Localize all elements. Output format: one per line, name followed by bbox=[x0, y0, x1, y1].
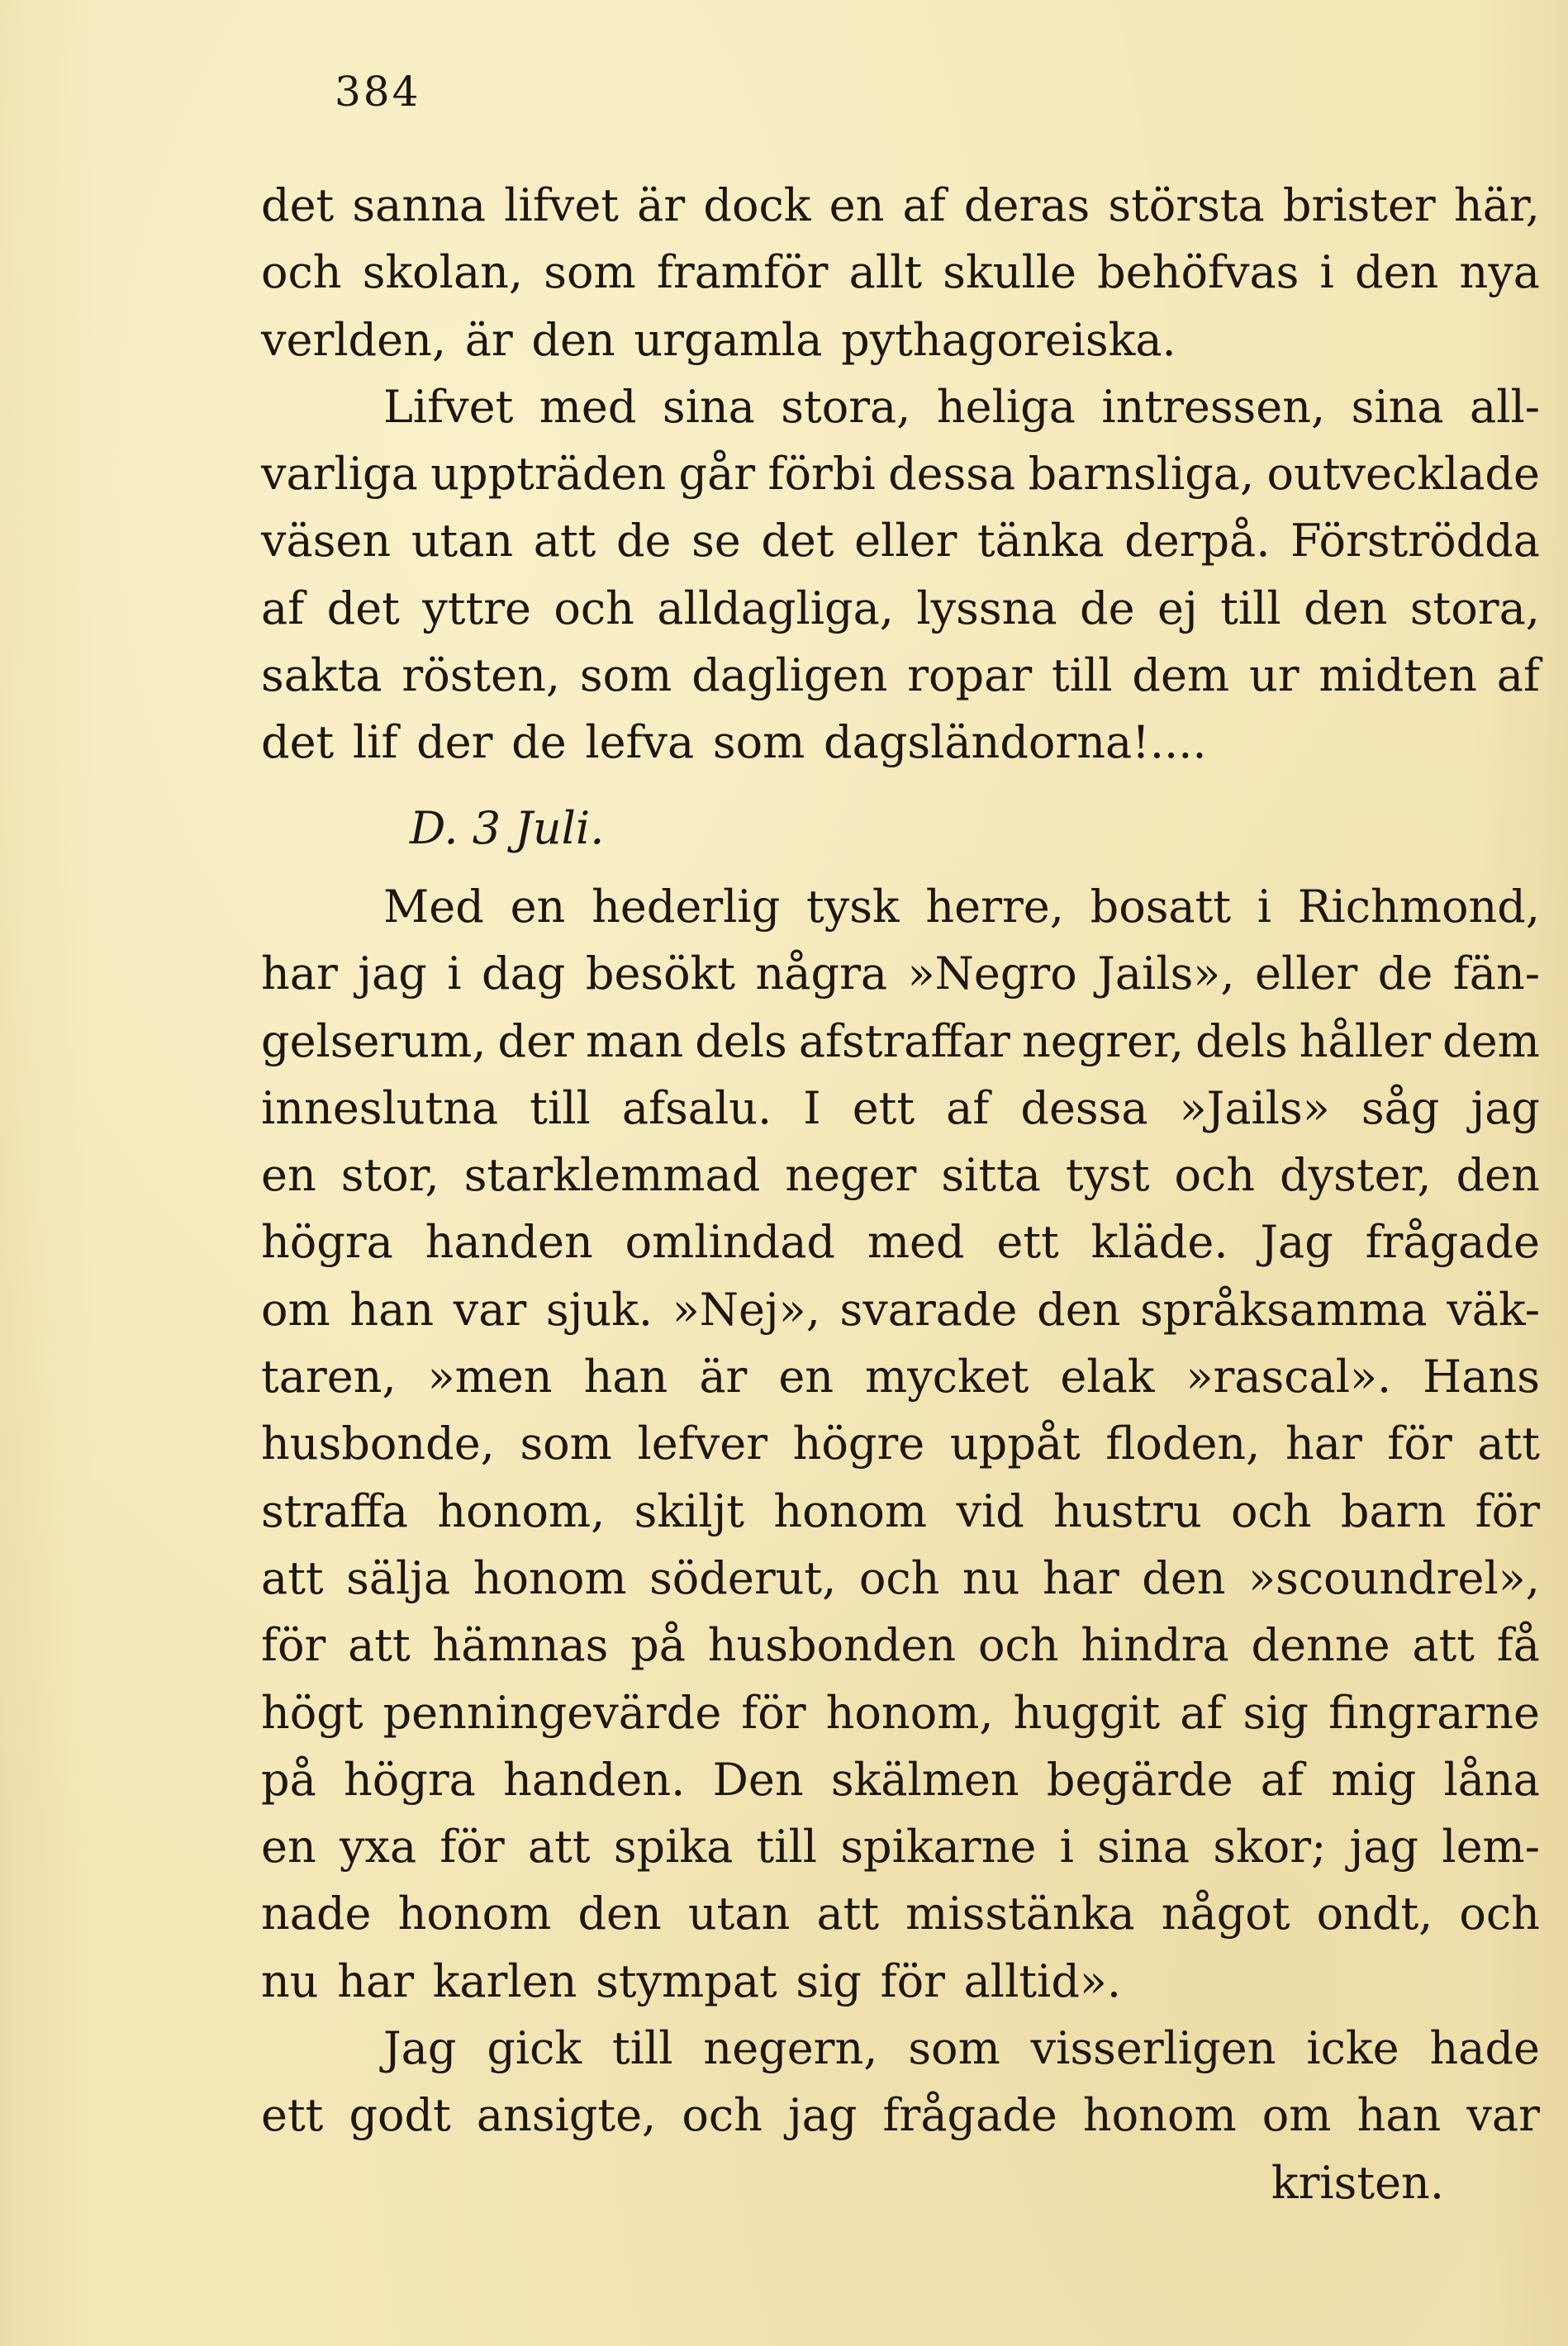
word: spika bbox=[613, 1821, 734, 1873]
word: der bbox=[416, 716, 493, 769]
word: karlen bbox=[432, 1954, 577, 2007]
word: »Negro bbox=[907, 947, 1077, 1000]
word: afstraffar bbox=[798, 1014, 1010, 1067]
word: sina bbox=[1351, 380, 1444, 433]
word: behöfvas bbox=[1097, 246, 1300, 299]
word: honom bbox=[773, 1484, 928, 1537]
word: för bbox=[1475, 1484, 1540, 1537]
word: herre, bbox=[925, 880, 1064, 933]
word: barnsliga, bbox=[1028, 448, 1255, 501]
word: gelserum, bbox=[261, 1014, 487, 1067]
word: taren, bbox=[261, 1351, 397, 1403]
word: eller bbox=[1255, 947, 1358, 1000]
word: att bbox=[1477, 1418, 1540, 1470]
word: för bbox=[880, 1954, 945, 2007]
word: der bbox=[497, 1014, 574, 1067]
word: honom bbox=[1082, 2089, 1237, 2142]
word: hindra bbox=[1081, 1619, 1229, 1672]
word: som bbox=[544, 246, 636, 299]
word: alldagliga, bbox=[657, 582, 894, 634]
word: högre bbox=[792, 1418, 925, 1470]
word: sälja bbox=[346, 1551, 451, 1604]
word: honom, bbox=[825, 1686, 994, 1739]
word: varliga bbox=[261, 448, 418, 501]
text-line bbox=[261, 1679, 1540, 1746]
word: de bbox=[615, 515, 672, 568]
word: den bbox=[577, 1888, 662, 1940]
word: utan bbox=[687, 1888, 791, 1940]
word: ansigte, bbox=[476, 2089, 657, 2142]
word: det bbox=[261, 716, 335, 769]
word: mig bbox=[1331, 1753, 1417, 1806]
word: en bbox=[261, 1821, 316, 1873]
text-line bbox=[261, 239, 1540, 306]
word: dessa bbox=[1020, 1081, 1148, 1134]
word: af bbox=[1260, 1753, 1304, 1806]
word: att bbox=[261, 1551, 324, 1604]
word: är bbox=[699, 1351, 748, 1403]
word: tänka bbox=[976, 515, 1105, 568]
word: sina bbox=[1097, 1821, 1190, 1873]
word: och bbox=[554, 582, 634, 634]
text-line bbox=[261, 940, 1540, 1007]
catchword: kristen. bbox=[1271, 2156, 1444, 2209]
text-line bbox=[261, 1813, 1540, 1880]
word: Jag bbox=[383, 2022, 457, 2075]
word: af bbox=[261, 582, 305, 634]
word: högra bbox=[344, 1753, 476, 1806]
word: en bbox=[261, 1149, 316, 1202]
word: Jails», bbox=[1097, 947, 1235, 1000]
word: yxa bbox=[340, 1821, 417, 1873]
word: straffa bbox=[261, 1484, 408, 1537]
word: kläde. bbox=[1090, 1216, 1228, 1269]
word: Förströdda bbox=[1290, 515, 1540, 568]
word: hustru bbox=[1053, 1484, 1202, 1537]
word: och bbox=[977, 1619, 1059, 1672]
word: en bbox=[829, 179, 885, 231]
word: af bbox=[946, 1081, 990, 1134]
word: de bbox=[1080, 582, 1135, 634]
word: tyst bbox=[1065, 1149, 1150, 1202]
word: hederlig bbox=[592, 880, 781, 933]
word: heliga bbox=[936, 380, 1076, 433]
word: nade bbox=[261, 1888, 372, 1940]
dateline: D. 3 Juli. bbox=[410, 801, 605, 854]
text-line bbox=[261, 642, 1540, 709]
word: jag bbox=[358, 947, 427, 1000]
text-line bbox=[261, 1746, 1540, 1813]
word: har bbox=[261, 947, 338, 1000]
word: till bbox=[1220, 582, 1281, 634]
word: en bbox=[778, 1351, 834, 1403]
word: som bbox=[712, 716, 805, 769]
word: att bbox=[816, 1888, 880, 1940]
word: utan bbox=[411, 515, 514, 568]
word: Hans bbox=[1423, 1351, 1540, 1403]
word: icke bbox=[1306, 2022, 1399, 2075]
word: i bbox=[1059, 1821, 1074, 1873]
word: i bbox=[1257, 880, 1272, 933]
word: Den bbox=[712, 1753, 804, 1806]
text-line bbox=[261, 1948, 1540, 2015]
word: inneslutna bbox=[261, 1081, 499, 1134]
word: midten bbox=[1319, 649, 1477, 702]
word: tysk bbox=[806, 880, 900, 933]
word: som bbox=[908, 2022, 1000, 2075]
paragraph-1 bbox=[261, 172, 1540, 373]
word: mycket bbox=[865, 1351, 1029, 1403]
word: Richmond, bbox=[1297, 880, 1540, 933]
word: den bbox=[531, 313, 615, 366]
word: lefver bbox=[637, 1418, 768, 1470]
word: handen bbox=[425, 1216, 593, 1269]
word: spikarne bbox=[840, 1821, 1037, 1873]
word: visserligen bbox=[1030, 2022, 1276, 2075]
word: väk- bbox=[1447, 1283, 1540, 1336]
word: om bbox=[261, 1283, 330, 1336]
word: dock bbox=[703, 179, 811, 231]
word: såg bbox=[1361, 1081, 1440, 1134]
word: negern, bbox=[703, 2022, 878, 2075]
page-number: 384 bbox=[335, 68, 421, 116]
word: ett bbox=[852, 1081, 915, 1134]
word: och bbox=[261, 246, 342, 299]
word: sakta bbox=[261, 649, 382, 702]
word: begärde bbox=[1046, 1753, 1233, 1806]
text-line bbox=[261, 1880, 1540, 1947]
word: han bbox=[1357, 2089, 1442, 2142]
word: se bbox=[691, 515, 741, 568]
word: »scoundrel», bbox=[1248, 1551, 1540, 1604]
word: frågade bbox=[1365, 1216, 1540, 1269]
word: den bbox=[1355, 246, 1439, 299]
word: stympat bbox=[596, 1954, 777, 2007]
word: fingrarne bbox=[1328, 1686, 1540, 1739]
word: stora, bbox=[1409, 582, 1540, 634]
word: det bbox=[261, 179, 335, 231]
text-line bbox=[261, 1142, 1540, 1209]
body-text bbox=[261, 172, 1540, 2216]
word: sina bbox=[662, 380, 755, 433]
word: sitta bbox=[941, 1149, 1041, 1202]
word: var bbox=[453, 1283, 527, 1336]
word: svarade bbox=[839, 1283, 1018, 1336]
word: och bbox=[1231, 1484, 1312, 1537]
word: huggit bbox=[1013, 1686, 1161, 1739]
word: ett bbox=[261, 2089, 324, 2142]
word: håller bbox=[1299, 1014, 1432, 1067]
word: för bbox=[261, 1619, 326, 1672]
word: att bbox=[348, 1619, 411, 1672]
word: sanna bbox=[352, 179, 487, 231]
word: stor, bbox=[340, 1149, 440, 1202]
word: lem- bbox=[1442, 1821, 1540, 1873]
word: på bbox=[261, 1753, 316, 1806]
word: här, bbox=[1453, 179, 1540, 231]
word: lyssna bbox=[916, 582, 1057, 634]
word: till bbox=[1052, 649, 1113, 702]
word: honom bbox=[473, 1551, 627, 1604]
word: han bbox=[583, 1351, 668, 1403]
text-line bbox=[261, 306, 1540, 373]
text-line bbox=[261, 1343, 1540, 1410]
word: det bbox=[326, 582, 400, 634]
text-line bbox=[261, 575, 1540, 642]
word: nya bbox=[1459, 246, 1540, 299]
word: väsen bbox=[261, 515, 392, 568]
word: dem bbox=[1442, 1014, 1540, 1067]
word: barn bbox=[1340, 1484, 1447, 1537]
text-line bbox=[261, 172, 1540, 239]
word: få bbox=[1496, 1619, 1540, 1672]
word: jag bbox=[787, 2089, 858, 2142]
word: framför bbox=[656, 246, 829, 299]
text-line bbox=[261, 1478, 1540, 1545]
word: af bbox=[902, 179, 946, 231]
word: Lifvet bbox=[383, 380, 514, 433]
word: går bbox=[678, 448, 756, 501]
word: är bbox=[637, 179, 686, 231]
word: misstänka bbox=[905, 1888, 1135, 1940]
word: »Nej», bbox=[672, 1283, 820, 1336]
word: besökt bbox=[585, 947, 736, 1000]
word: några bbox=[755, 947, 888, 1000]
word: dels bbox=[695, 1014, 787, 1067]
text-line bbox=[261, 1276, 1540, 1343]
word: sig bbox=[796, 1954, 862, 2007]
word: penningevärde bbox=[382, 1686, 722, 1739]
paragraph-3 bbox=[261, 873, 1540, 2015]
word: frågade bbox=[882, 2089, 1057, 2142]
text-line bbox=[261, 440, 1540, 507]
paragraph-2 bbox=[261, 373, 1540, 776]
word: derpå. bbox=[1124, 515, 1271, 568]
word: skiljt bbox=[634, 1484, 745, 1537]
word: negrer, bbox=[1021, 1014, 1185, 1067]
word: de bbox=[511, 716, 567, 769]
word: eller bbox=[854, 515, 957, 568]
word: hade bbox=[1429, 2022, 1540, 2075]
word: gick bbox=[487, 2022, 582, 2075]
text-line bbox=[261, 1545, 1540, 1612]
word: dag bbox=[482, 947, 566, 1000]
text-line bbox=[261, 2082, 1540, 2149]
word: de bbox=[1377, 947, 1433, 1000]
word: allt bbox=[848, 246, 923, 299]
word: har bbox=[337, 1954, 415, 2007]
word: söderut, bbox=[649, 1551, 837, 1604]
word: för bbox=[1387, 1418, 1452, 1470]
word: hämnas bbox=[432, 1619, 609, 1672]
word: den bbox=[1142, 1551, 1226, 1604]
word: skälmen bbox=[830, 1753, 1019, 1806]
word: deras bbox=[963, 179, 1090, 231]
word: och bbox=[682, 2089, 763, 2142]
word: högt bbox=[261, 1686, 363, 1739]
text-line bbox=[261, 1008, 1540, 1075]
word: denne bbox=[1251, 1619, 1390, 1672]
word: att bbox=[1412, 1619, 1475, 1672]
word: dagligen bbox=[691, 649, 888, 702]
word: lifvet bbox=[504, 179, 619, 231]
word: och bbox=[1459, 1888, 1540, 1940]
word: floden, bbox=[1105, 1418, 1261, 1470]
word: nu bbox=[962, 1551, 1020, 1604]
word: lif bbox=[352, 716, 398, 769]
word: till bbox=[756, 1821, 818, 1873]
word: husbonde, bbox=[261, 1418, 495, 1470]
paragraph-4 bbox=[261, 2015, 1540, 2149]
word: nu bbox=[261, 1954, 319, 2007]
text-line bbox=[261, 2015, 1540, 2082]
word: rösten, bbox=[402, 649, 561, 702]
word: dem bbox=[1132, 649, 1230, 702]
word: med bbox=[867, 1216, 965, 1269]
word: den bbox=[1304, 582, 1388, 634]
word: sig bbox=[1243, 1686, 1309, 1739]
word: ej bbox=[1157, 582, 1198, 634]
word: dels bbox=[1195, 1014, 1288, 1067]
word: i bbox=[1319, 246, 1334, 299]
word: afsalu. bbox=[621, 1081, 772, 1134]
word: är bbox=[464, 313, 513, 366]
word: alltid». bbox=[963, 1954, 1122, 2007]
text-line bbox=[261, 1075, 1540, 1142]
word: uppåt bbox=[949, 1418, 1081, 1470]
word: för bbox=[741, 1686, 806, 1739]
word: dagsländorna!.... bbox=[824, 716, 1207, 769]
text-line bbox=[261, 709, 1540, 776]
word: bosatt bbox=[1090, 880, 1232, 933]
word: verlden, bbox=[261, 313, 447, 366]
word: dessa bbox=[888, 448, 1016, 501]
word: »rascal». bbox=[1186, 1351, 1392, 1403]
word: skulle bbox=[943, 246, 1076, 299]
text-line bbox=[261, 1209, 1540, 1275]
word: all- bbox=[1470, 380, 1540, 433]
word: honom, bbox=[437, 1484, 606, 1537]
word: elak bbox=[1060, 1351, 1155, 1403]
word: som bbox=[579, 649, 672, 702]
word: ropar bbox=[907, 649, 1033, 702]
word: vid bbox=[956, 1484, 1024, 1537]
word: förbi bbox=[767, 448, 876, 501]
word: skor; bbox=[1213, 1821, 1327, 1873]
word: högra bbox=[261, 1216, 393, 1269]
word: en bbox=[510, 880, 566, 933]
word: har bbox=[1285, 1418, 1362, 1470]
word: som bbox=[520, 1418, 612, 1470]
word: fän- bbox=[1452, 947, 1540, 1000]
word: handen. bbox=[503, 1753, 686, 1806]
word: ett bbox=[996, 1216, 1059, 1269]
word: Jag bbox=[1260, 1216, 1333, 1269]
word: med bbox=[539, 380, 637, 433]
word: ur bbox=[1248, 649, 1300, 702]
word: något bbox=[1161, 1888, 1290, 1940]
word: starklemmad bbox=[463, 1149, 761, 1202]
word: har bbox=[1042, 1551, 1119, 1604]
word: den bbox=[1456, 1149, 1540, 1202]
word: »Jails» bbox=[1179, 1081, 1330, 1134]
text-line bbox=[261, 507, 1540, 574]
word: jag bbox=[1471, 1081, 1540, 1134]
word: skolan, bbox=[362, 246, 524, 299]
word: största bbox=[1108, 179, 1265, 231]
word: uppträden bbox=[430, 448, 667, 501]
catchword-row bbox=[261, 2149, 1540, 2216]
word: lefva bbox=[585, 716, 695, 769]
word: I bbox=[803, 1081, 821, 1134]
word: på bbox=[630, 1619, 686, 1672]
dateline-row bbox=[261, 795, 1540, 862]
word: att bbox=[527, 1821, 591, 1873]
word: honom bbox=[397, 1888, 552, 1940]
word: husbonden bbox=[707, 1619, 957, 1672]
word: yttre bbox=[422, 582, 531, 634]
word: omlindad bbox=[625, 1216, 835, 1269]
word: det bbox=[761, 515, 834, 568]
word: urgamla bbox=[634, 313, 823, 366]
text-line bbox=[261, 1612, 1540, 1679]
word: språksamma bbox=[1140, 1283, 1428, 1336]
word: brister bbox=[1282, 179, 1436, 231]
word: dyster, bbox=[1280, 1149, 1432, 1202]
word: »men bbox=[427, 1351, 553, 1403]
word: att bbox=[533, 515, 596, 568]
word: till bbox=[530, 1081, 591, 1134]
text-line bbox=[261, 373, 1540, 440]
word: sjuk. bbox=[545, 1283, 653, 1336]
word: Med bbox=[383, 880, 484, 933]
word: han bbox=[349, 1283, 435, 1336]
word: om bbox=[1262, 2089, 1332, 2142]
text-line bbox=[261, 1410, 1540, 1477]
word: den bbox=[1037, 1283, 1121, 1336]
word: stora, bbox=[781, 380, 911, 433]
word: intressen, bbox=[1101, 380, 1326, 433]
word: jag bbox=[1349, 1821, 1419, 1873]
word: af bbox=[1496, 649, 1540, 702]
word: och bbox=[858, 1551, 940, 1604]
word: godt bbox=[349, 2089, 451, 2142]
word: ondt, bbox=[1316, 1888, 1433, 1940]
word: af bbox=[1180, 1686, 1224, 1739]
word: till bbox=[612, 2022, 673, 2075]
word: i bbox=[447, 947, 462, 1000]
word: man bbox=[585, 1014, 684, 1067]
word: neger bbox=[785, 1149, 917, 1202]
word: var bbox=[1466, 2089, 1540, 2142]
word: outvecklade bbox=[1266, 448, 1540, 501]
word: pythagoreiska. bbox=[841, 313, 1176, 366]
text-line bbox=[261, 873, 1540, 940]
word: för bbox=[440, 1821, 505, 1873]
word: och bbox=[1174, 1149, 1256, 1202]
word: låna bbox=[1443, 1753, 1540, 1806]
